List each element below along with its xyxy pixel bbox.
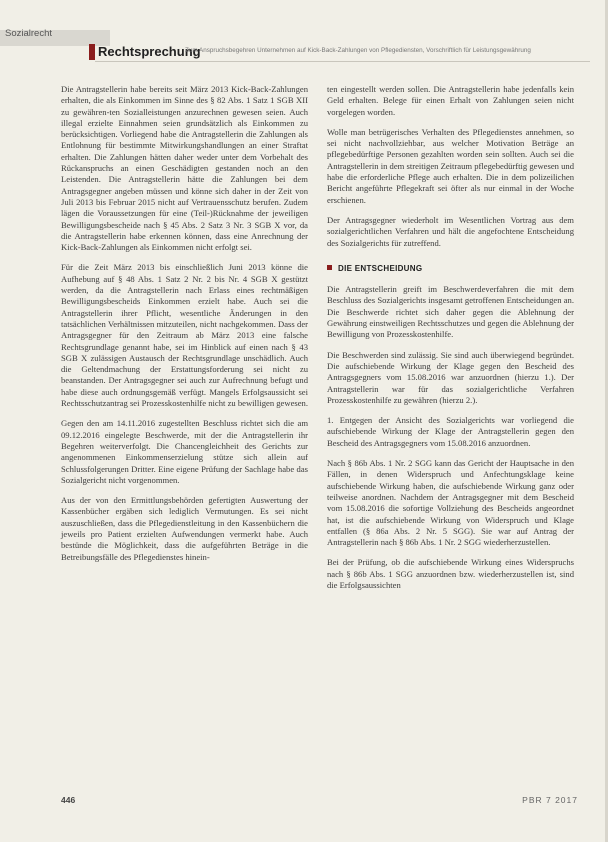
section-kicker: Sozialrecht xyxy=(5,28,52,39)
paragraph: ten eingestellt werden sollen. Die Antragstellerin habe jedenfalls kein Geld erhalten. Belege für einen Erhalt von Zahlungen seien nicht vorgelegen worden. xyxy=(327,84,574,117)
paragraph: Bei der Prüfung, ob die aufschiebende Wirkung eines Widerspruchs nach § 86b Abs. 1 SGG anzuordnen bzw. wiederherzustellen ist, sind die Erfolgsaussichten xyxy=(327,557,574,590)
paragraph: Aus der von den Ermittlungsbehörden gefertigten Auswertung der Kassenbücher ergäben sich lediglich Vermutungen. Es sei nicht auszuschließen, dass die Pflegedienstleitung in den Kassenbüchern die jeweils pro Patient erzielten Aufwendungen vermerkt habe. Auch bestünde die Möglichkeit, dass die aufgeführten Beträge in die Betreibungsfälle des Pflegedienstes hinein- xyxy=(61,495,308,562)
section-heading xyxy=(327,263,574,274)
paragraph: 1. Entgegen der Ansicht des Sozialgerichts war vorliegend die aufschiebende Wirkung der Klage der Antragstellerin gegen den Bescheid des Antragsgegners vom 15.08.2016 anzuordnen. xyxy=(327,415,574,448)
page-title: Rechtsprechung xyxy=(98,44,201,59)
section-heading-text: DIE ENTSCHEIDUNG xyxy=(338,263,423,273)
square-bullet-icon xyxy=(327,265,332,270)
right-column xyxy=(327,84,574,600)
paragraph: Gegen den am 14.11.2016 zugestellten Beschluss richtet sich die am 09.12.2016 eingelegte Beschwerde, mit der die Antragstellerin ihr Begehren weiterverfolgt. Die Chancengleichheit des Gerichts zur angenommenen Einkommenserzielung stütze sich allein auf Schlussfolgerungen Dritter. Eine eigene Prüfung der Sachlage habe das Sozialgericht nicht vorgenommen. xyxy=(61,418,308,485)
header-divider xyxy=(95,61,590,62)
paragraph: Für die Zeit März 2013 bis einschließlich Juni 2013 könne die Aufhebung auf § 48 Abs. 1 Satz 2 Nr. 2 bis Nr. 4 SGB X gestützt werden, da die Antragstellerin nach Erlass eines rechtmäßigen Bewilligungsbescheids Einkommen erzielt habe. Auch sei die Antragstellerin ihrer Pflicht, wesentliche Änderungen in den tatsächlichen Verhältnissen mitzuteilen, nicht nachgekommen. Dass der Antragsgegner für den Zeitraum ab März 2013 eine falsche Rechtsgrundlage genannt habe, sei im Hinblick auf einen nach § 43 SGB X zulässigen Austausch der Rechtsgrundlage unschädlich. Auch die Geltendmachung der Erstattungsforderung sei nicht zu beanstanden. Der Antragsgegner sei auch zur Aufrechnung befugt und habe diese auch ordnungsgemäß verfügt. Mangels Erfolgsaussicht sei Rechtsschutzantrag sei Prozesskostenhilfe nicht zu bewilligen gewesen. xyxy=(61,262,308,409)
page-subtitle: Zum Anspruchsbegehren Unternehmen auf Kick-Back-Zahlungen von Pflegediensten, Vorschriftlich für Leistungsgewährung xyxy=(185,47,531,54)
paragraph: Nach § 86b Abs. 1 Nr. 2 SGG kann das Gericht der Hauptsache in den Fällen, in denen Widerspruch und Anfechtungsklage keine aufschiebende Wirkung haben, die aufschiebende Wirkung ganz oder teilweise anordnen. Nachdem der Antragsgegner mit dem Bescheid vom 15.08.2016 die sofortige Vollziehung des Bescheids angeordnet hat, ist die aufschiebende Wirkung von Widerspruch und Klage entfallen (§ 86a Abs. 2 Nr. 5 SGG). Sie war auf Antrag der Antragstellerin nach § 86b Abs. 1 Nr. 2 SGG wiederherzustellen. xyxy=(327,458,574,548)
paragraph: Der Antragsgegner wiederholt im Wesentlichen Vortrag aus dem sozialgerichtlichen Verfahren und hält die angefochtene Entscheidung des Sozialgerichts für zutreffend. xyxy=(327,214,574,248)
header-accent-bar xyxy=(89,44,95,60)
left-column xyxy=(61,84,308,572)
issue-label: PBR 7 2017 xyxy=(522,795,578,805)
page-number: 446 xyxy=(61,795,76,805)
paragraph: Die Antragstellerin greift im Beschwerdeverfahren die mit dem Beschluss des Sozialgerichts insgesamt getroffenen Entscheidungen an. Die Beschwerde richtet sich daher gegen die Ablehnung der Gewährung einstweiligen Rechtsschutzes und gegen die Ablehnung der Bewilligung von Prozesskostenhilfe. xyxy=(327,284,574,340)
paragraph: Die Antragstellerin habe bereits seit März 2013 Kick-Back-Zahlungen erhalten, die als Einkommen im Sinne des § 82 Abs. 1 Satz 1 SGB XII zu gewähren-ten Sozialleistungen anzurechnen gewesen seien. Auch illegal erzielte Einnahmen seien grundsätzlich als Einkommen zu berücksichtigen. Vorliegend habe die Antragstellerin die Zahlungen als Entlohnung für bestimmte Mitwirkungshandlungen an einer Straftat erhalten. Die Zahlungen hätten daher weder unter dem Vorbehalt des Rückanspruchs an einen Geschädigten gestanden noch an den Leistenden. Die Antragstellerin hätte die Zahlungen bei dem Antragsgegner angeben müssen und könne sich daher in der Zeit von Juli 2013 bis Februar 2015 nicht auf Vertrauensschutz berufen. Zudem lägen die Voraussetzungen für eine (Teil-)Rücknahme der jeweiligen Bewilligungsbescheide nach § 45 Abs. 2 Satz 3 Nr. 3 SGB X vor, da die Antragstellerin habe erkennen können, dass eine Anrechnung der Kick-Back-Zahlungen als Einkommen nicht erfolgt sei. xyxy=(61,84,308,253)
paragraph: Die Beschwerden sind zulässig. Sie sind auch überwiegend begründet. Die aufschiebende Wirkung der Klage gegen den Bescheid des Antragsgegners vom 15.08.2016 war anzuordnen (hierzu 1.). Der Antragstellerin war für das sozialgerichtliche Verfahren Prozesskostenhilfe zu gewähren (hierzu 2.). xyxy=(327,349,574,405)
paragraph: Wolle man betrügerisches Verhalten des Pflegedienstes annehmen, so sei nicht nachvollziehbar, aus welcher Motivation Beträge an pflegebedürftige Personen gezahlten worden sein sollten. Auch sei die Antragstellerin in dem streitigen Zeitraum pflegebedürftig gewesen und habe die erforderliche Pflege auch erhalten. Die in dem polizeilichen Bericht angeführte Pflegekraft sei öfter als nur einmal in der Woche erschienen. xyxy=(327,126,574,205)
